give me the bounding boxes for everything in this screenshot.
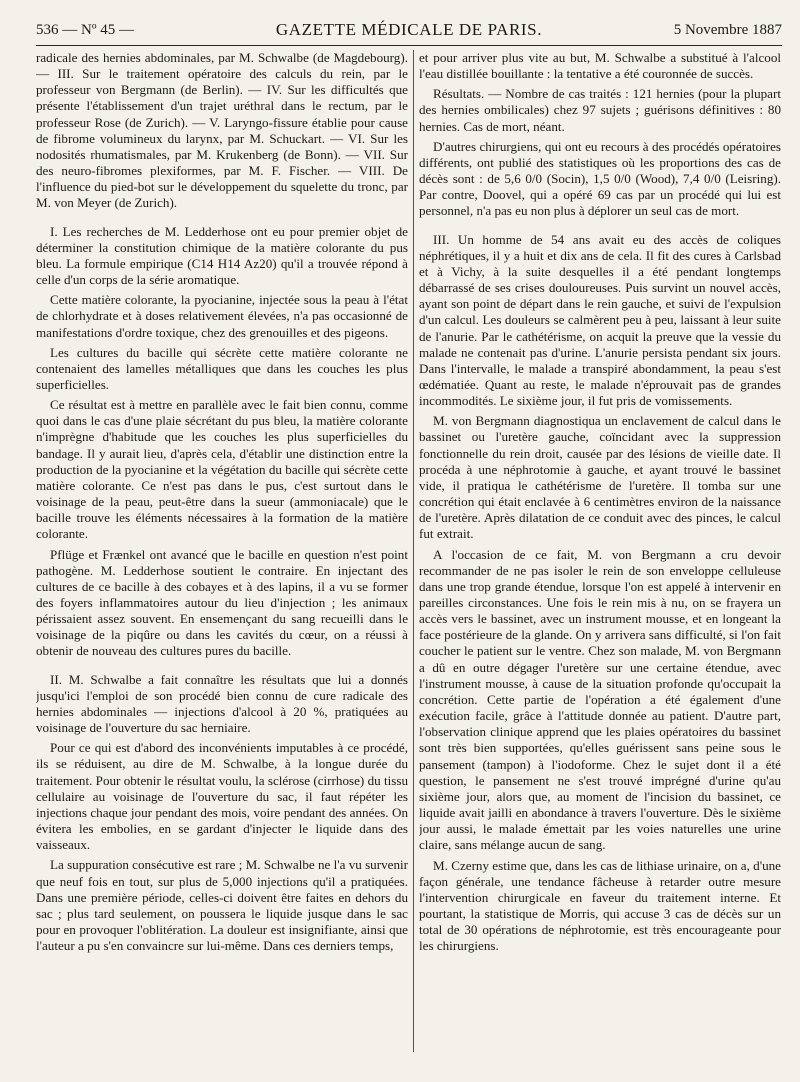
paragraph: Ce résultat est à mettre en parallèle avec le fait bien connu, comme quoi dans le cas d'une plaie sécrétant du pus bleu, la matière colorante n'imprègne d'habitude que les couches les plus superficielles du bandage. Il y aurait lieu, d'après cela, d'établir une distinction entre la production de la pyocianine et la végétation du bacille qui sécrète cette matière colorante. Ce n'est pas dans le pus, c'est surtout dans le voisinage de la peau, peut-être dans la sueur (ammoniacale) que le bacille trouve les éléments nécessaires à la formation de la matière colorante. [36,397,408,542]
paragraph: Pour ce qui est d'abord des inconvénients imputables à ce procédé, ils se réduisent, au dire de M. Schwalbe, à la longue durée du traitement. Pour obtenir le résultat voulu, la sclérose (cirrhose) du tissu cellulaire au voisinage de l'ouverture du sac, il faut répéter les injections chaque jour pendant des mois, voire pendant des années. On évitera les embolies, en se gardant d'injecter le liquide dans des vaisseaux. [36,740,408,853]
left-column [36,50,408,1054]
header-rule [36,45,782,46]
paragraph: A l'occasion de ce fait, M. von Bergmann a cru devoir recommander de ne pas isoler le rein de son enveloppe celluleuse dans une trop grande étendue, lorsque l'on est appelé à intervenir en pareilles circonstances. Une fois le rein mis à nu, on se frayera un accès vers le bassinet, avec un instrument mousse, et en longeant la face postérieure de la glande. On y arrivera sans difficulté, si l'on fait coucher le patient sur le ventre. Chez son malade, M. von Bergmann a dû en outre dégager l'uretère sur une certaine étendue, avec l'instrument mousse, à cause de la situation profonde qu'occupait la concrétion. Cette partie de l'opération a été également d'une exécution facile, grâce à l'attitude donnée au patient. D'autre part, l'observation clinique apprend que les plaies opératoires du bassinet sont très bien supportées, qu'elles guérissent sans peine sous le pansement (tampon) à l'iodoforme. Chez le sujet dont il a été question, le pansement ne s'est trouvé imprégné d'urine qu'au sixième jour, alors que, au moment de l'incision du bassinet, ce liquide avait jailli en abondance à travers l'ouverture. Dès le sixième jour aussi, le malade émettait par les voies naturelles une urine claire, sans mélange aucun de sang. [419,546,781,853]
journal-title: GAZETTE MÉDICALE DE PARIS. [275,20,543,39]
column-divider [413,50,414,1052]
paragraph-contents-list: radicale des hernies abdominales, par M. Schwalbe (de Magdebourg). — III. Sur le traitement opératoire des calculs du rein, par le professeur von Bergmann (de Berlin). — IV. Sur les difficultés que présente l'établissement d'un trajet uréthral dans le rectum, par le professeur Rose (de Zurich). — V. Laryngo-fissure établie pour cause de fibrome volumineux du larynx, par M. Schuckart. — VI. Sur les nodosités rhumatismales, par M. Krukenberg (de Bonn). — VII. Sur des neuro-fibromes plexiformes, par M. F. Fischer. — VIII. De l'influence du pied-bot sur le développement du squelette du tronc, par M. von Meyer (de Zurich). [36,50,408,211]
paragraph: Pflüge et Frænkel ont avancé que le bacille en question n'est point pathogène. M. Ledderhose soutient le contraire. En injectant des cultures de ce bacille à des cobayes et à des lapins, il a vu se former des foyers inflammatoires autour du lieu d'injection ; les animaux périssaient assez souvent. En ensemençant du sang recueilli dans le voisinage de la piqûre ou dans les cavités du cœur, on a réussi à obtenir de nouveau des cultures pures du bacille. [36,546,408,659]
page-header [36,18,782,46]
page-number: 536 — Nº 45 — [36,22,134,38]
paragraph: La suppuration consécutive est rare ; M. Schwalbe ne l'a vu survenir que neuf fois en tout, sur plus de 5,000 injections qu'il a pratiquées. Dans une première période, celles-ci doivent être faites en dehors du sac ; plus tard seulement, on poussera le liquide jusque dans le sac pour en provoquer l'oblitération. La douleur est insignifiante, ainsi que l'auteur a pu s'en convaincre sur lui-même. Dans ces derniers temps, [36,857,408,954]
paragraph: I. Les recherches de M. Ledderhose ont eu pour premier objet de déterminer la constitution chimique de la matière colorante du pus bleu. La formule empirique (C14 H14 Az20) qu'il a trouvée répond à celle d'un corps de la série aromatique. [36,223,408,288]
issue-date: 5 Novembre 1887 [673,22,782,38]
paragraph: D'autres chirurgiens, qui ont eu recours à des procédés opératoires différents, ont publié des statistiques où les proportions des cas de décès sont : de 5,6 0/0 (Socin), 1,5 0/0 (Wood), 7,4 0/0 (Leisring). Par contre, Doovel, qui a opéré 69 cas par un procédé qui lui est personnel, n'a pas eu non plus à déplorer un seul cas de mort. [419,138,781,219]
paragraph: M. Czerny estime que, dans les cas de lithiase urinaire, on a, d'une façon générale, une tendance fâcheuse à retarder outre mesure l'intervention chirurgicale en faveur du traitement interne. Et pourtant, la statistique de Morris, qui accuse 3 cas de décès sur un total de 30 opérations de néphrotomie, est très encourageante pour les chirurgiens. [419,857,781,954]
paragraph-results: Résultats. — Nombre de cas traités : 121 hernies (pour la plupart des hernies ombilicales) chez 97 sujets ; guérisons définitives : 80 hernies. Cas de mort, néant. [419,86,781,134]
paragraph: et pour arriver plus vite au but, M. Schwalbe a substitué à l'alcool l'eau distillée bouillante : la tentative a été couronnée de succès. [419,50,781,82]
paragraph: III. Un homme de 54 ans avait eu des accès de coliques néphrétiques, il y a huit et dix ans de cela. Il fit des cures à Carlsbad et à Vichy, à la suite desquelles il a été pendant longtemps débarrassé de ses crises douloureuses. Puis survint un nouvel accès, ayant son point de départ dans le rein gauche, et suivi de l'expulsion d'un calcul. Les douleurs se calmèrent peu à peu, laissant à leur suite de l'anurie. Par le cathétérisme, on acquit la preuve que la vessie du malade ne contenait pas d'urine. L'anurie persista pendant six jours. Dans l'intervalle, le malade a transpiré abondamment, la peau s'est œdématiée. Quant au reste, le malade n'éprouvait pas de grandes incommodités. Le sixième jour, il fut pris de vomissements. [419,231,781,409]
paragraph: II. M. Schwalbe a fait connaître les résultats que lui a donnés jusqu'ici l'emploi de son procédé bien connu de cure radicale des hernies abdominales — injections d'alcool à 20 %, pratiquées au voisinage de l'ouverture du sac herniaire. [36,671,408,736]
right-column [419,50,781,1054]
paragraph: M. von Bergmann diagnostiqua un enclavement de calcul dans le bassinet ou l'uretère gauche, coïncidant avec la suppression fonctionnelle du rein droit, causée par des lésions de vieille date. Il procéda à une néphrotomie à gauche, et ayant trouvé le bassinet vide, il pratiqua le cathétérisme de l'uretère. Il tomba sur une concrétion qui était enclavée à 6 centimètres environ de la naissance de l'uretère. Après dilatation de ce conduit avec des pinces, le calcul fut extrait. [419,413,781,542]
paragraph: Cette matière colorante, la pyocianine, injectée sous la peau à l'état de chlorhydrate et à doses relativement élevées, n'a pas occasionné de manifestations d'ordre toxique, chez des grenouilles et des pigeons. [36,292,408,340]
paragraph: Les cultures du bacille qui sécrète cette matière colorante ne contenaient des lamelles métalliques que dans les couches les plus superficielles. [36,344,408,392]
